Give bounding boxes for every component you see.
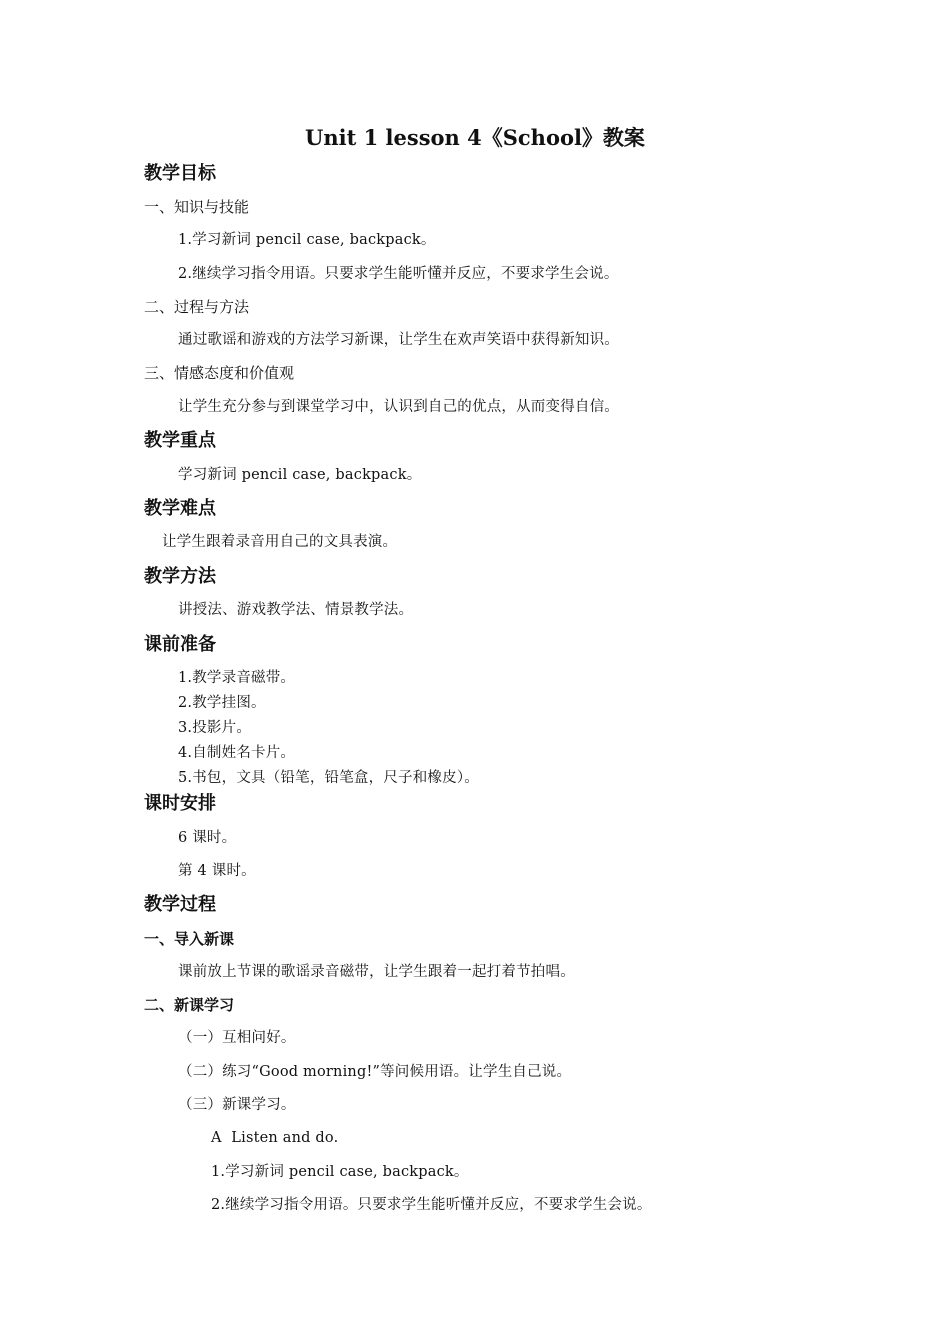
process-heading: 二、过程与方法 [144, 298, 250, 316]
knowledge-heading: 一、知识与技能 [144, 198, 250, 216]
step-2: （二）练习“Good morning!”等问候用语。让学生自己说。 [178, 1064, 572, 1080]
intro-text: 课前放上节课的歌谣录音磁带，让学生跟着一起打着节拍唱。 [178, 964, 575, 980]
knowledge-item-1: 1.学习新词 pencil case, backpack。 [178, 232, 436, 248]
new-lesson-heading: 二、新课学习 [144, 996, 235, 1014]
preparation-item-4: 4.自制姓名卡片。 [178, 745, 296, 761]
part-a-item-1: 1.学习新词 pencil case, backpack。 [211, 1164, 469, 1180]
intro-heading: 一、导入新课 [144, 930, 235, 948]
preparation-heading: 课前准备 [144, 634, 216, 655]
document-title: Unit 1 lesson 4《School》教案 [305, 125, 645, 150]
key-points-text: 学习新词 pencil case, backpack。 [178, 467, 422, 483]
key-points-heading: 教学重点 [144, 430, 216, 451]
part-a-heading: A Listen and do. [211, 1130, 339, 1146]
goals-heading: 教学目标 [144, 163, 216, 184]
preparation-item-1: 1.教学录音磁带。 [178, 670, 296, 686]
schedule-heading: 课时安排 [144, 793, 216, 814]
methods-heading: 教学方法 [144, 566, 216, 587]
methods-text: 讲授法、游戏教学法、情景教学法。 [178, 602, 414, 618]
schedule-current: 第 4 课时。 [178, 863, 256, 879]
process-text: 通过歌谣和游戏的方法学习新课，让学生在欢声笑语中获得新知识。 [178, 332, 619, 348]
part-a-item-2: 2.继续学习指令用语。只要求学生能听懂并反应，不要求学生会说。 [211, 1197, 652, 1213]
emotion-text: 让学生充分参与到课堂学习中，认识到自己的优点，从而变得自信。 [178, 399, 619, 415]
step-1: （一）互相问好。 [178, 1030, 296, 1046]
schedule-total: 6 课时。 [178, 830, 237, 846]
step-3: （三）新课学习。 [178, 1097, 296, 1113]
preparation-item-2: 2.教学挂图。 [178, 695, 266, 711]
preparation-item-5: 5.书包，文具（铅笔，铅笔盒，尺子和橡皮）。 [178, 770, 479, 786]
difficulties-text: 让学生跟着录音用自己的文具表演。 [162, 534, 398, 550]
knowledge-item-2: 2.继续学习指令用语。只要求学生能听懂并反应，不要求学生会说。 [178, 266, 619, 282]
procedure-heading: 教学过程 [144, 894, 216, 915]
preparation-item-3: 3.投影片。 [178, 720, 252, 736]
emotion-heading: 三、情感态度和价值观 [144, 364, 295, 382]
difficulties-heading: 教学难点 [144, 498, 216, 519]
